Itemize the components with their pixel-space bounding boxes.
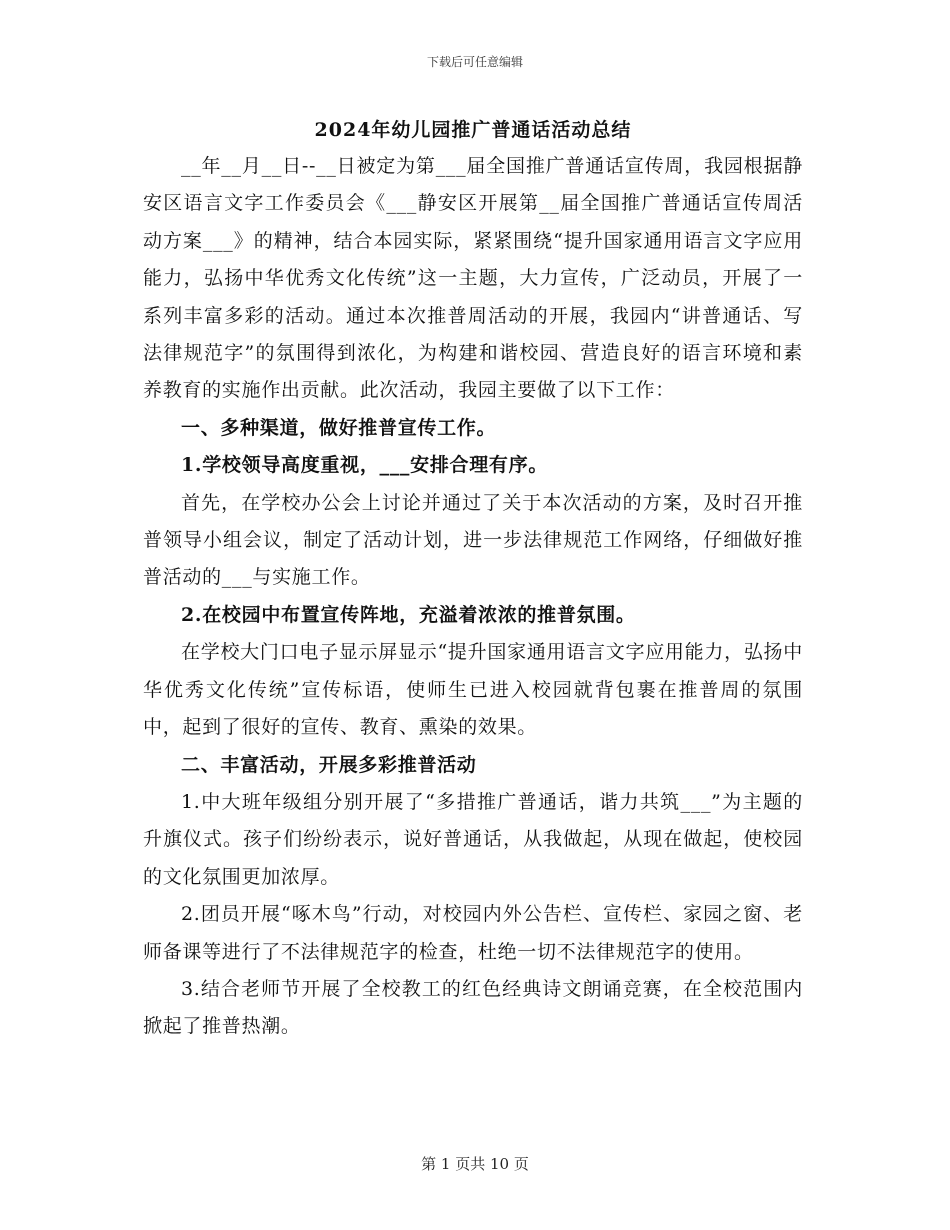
paragraph-2-1: 1.中大班年级组分别开展了“多措推广普通话，谐力共筑___”为主题的升旗仪式。孩子们纷纷表示，说好普通话，从我做起，从现在做起，使校园的文化氛围更加浓厚。 [143, 790, 803, 888]
section-heading-2: 二、丰富活动，开展多彩推普活动 [181, 753, 477, 776]
document-title: 2024年幼儿园推广普通话活动总结 [314, 119, 632, 141]
intro-paragraph: __年__月__日--__日被定为第___届全国推广普通话宣传周，我园根据静安区语言文字工作委员会《___静安区开展第__届全国推广普通话宣传周活动方案___》的精神，结合本园实际，紧紧围绕“提升国家通用语言文字应用能力，弘扬中华优秀文化传统”这一主题，大力宣传，广泛动员，开展了一系列丰富多彩的活动。通过本次推普周活动的开展，我园内“讲普通话、写法律规范字”的氛围得到浓化，为构建和谐校园、营造良好的语言环境和素养教育的实施作出贡献。此次活动，我园主要做了以下工作： [143, 155, 803, 402]
page-footer: 第 1 页共 10 页 [421, 1155, 529, 1173]
section-heading-1: 一、多种渠道，做好推普宣传工作。 [181, 416, 497, 439]
paragraph-1-1: 首先，在学校办公会上讨论并通过了关于本次活动的方案，及时召开推普领导小组会议，制定了活动计划，进一步法律规范工作网络，仔细做好推普活动的___与实施工作。 [143, 491, 803, 589]
document-body [143, 112, 803, 1046]
paragraph-1-2: 在学校大门口电子显示屏显示“提升国家通用语言文字应用能力，弘扬中华优秀文化传统”宣传标语，使师生已进入校园就背包裹在推普周的氛围中，起到了很好的宣传、教育、熏染的效果。 [143, 641, 803, 739]
paragraph-2-2: 2.团员开展“啄木鸟”行动，对校园内外公告栏、宣传栏、家园之窗、老师备课等进行了不法律规范字的检查，杜绝一切不法律规范字的使用。 [143, 903, 803, 963]
paragraph-2-3: 3.结合老师节开展了全校教工的红色经典诗文朗诵竞赛，在全校范围内掀起了推普热潮。 [143, 977, 803, 1038]
subheading-1-2: 2.在校园中布置宣传阵地，充溢着浓浓的推普氛围。 [181, 603, 636, 626]
subheading-1-1: 1.学校领导高度重视，___安排合理有序。 [181, 454, 549, 477]
header-note: 下载后可任意编辑 [426, 55, 523, 69]
